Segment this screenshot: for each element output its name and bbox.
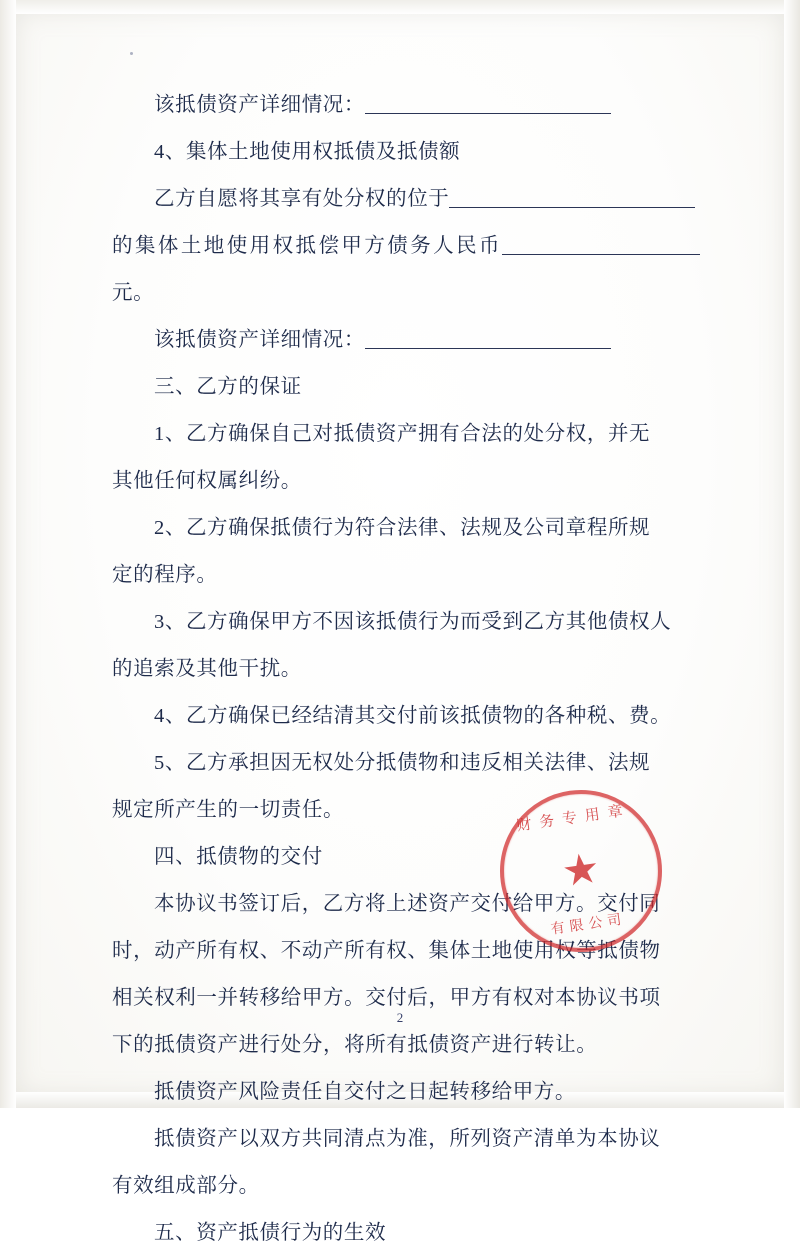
fill-in-blank[interactable] bbox=[502, 254, 700, 255]
paragraph-line bbox=[112, 129, 700, 176]
line-text: 其他任何权属纠纷。 bbox=[112, 470, 302, 492]
paragraph-line bbox=[112, 740, 700, 787]
paragraph-line bbox=[112, 1163, 700, 1210]
line-text: 定的程序。 bbox=[112, 564, 218, 586]
line-text: 2、乙方确保抵债行为符合法律、法规及公司章程所规 bbox=[154, 517, 651, 539]
paragraph-line bbox=[112, 787, 700, 834]
line-text: 五、资产抵债行为的生效 bbox=[154, 1222, 387, 1244]
ink-speck bbox=[130, 52, 133, 55]
line-text: 三、乙方的保证 bbox=[154, 376, 302, 398]
line-text: 乙方自愿将其享有处分权的位于 bbox=[154, 188, 450, 210]
paragraph-line bbox=[112, 411, 700, 458]
page-number: 2 bbox=[396, 1010, 404, 1025]
line-text: 3、乙方确保甲方不因该抵债行为而受到乙方其他债权人 bbox=[154, 611, 672, 633]
paragraph-line bbox=[112, 599, 700, 646]
paragraph-line bbox=[112, 458, 700, 505]
seal-bottom-text: 有限公司 bbox=[549, 912, 628, 938]
paragraph-line bbox=[112, 552, 700, 599]
line-text: 抵债资产风险责任自交付之日起转移给甲方。 bbox=[154, 1081, 576, 1103]
line-text: 5、乙方承担因无权处分抵债物和违反相关法律、法规 bbox=[154, 752, 651, 774]
paragraph-line bbox=[112, 176, 700, 223]
paragraph-line bbox=[112, 317, 700, 364]
fill-in-blank[interactable] bbox=[365, 348, 611, 349]
paragraph-line bbox=[112, 1022, 700, 1069]
line-text: 的集体土地使用权抵偿甲方债务人民币 bbox=[112, 235, 502, 257]
page-edge-top bbox=[0, 0, 800, 14]
paragraph-line bbox=[112, 928, 700, 975]
page-edge-right bbox=[784, 0, 800, 1108]
line-text: 相关权利一并转移给甲方。交付后，甲方有权对本协议书项 bbox=[112, 987, 661, 1009]
line-text: 4、集体土地使用权抵债及抵债额 bbox=[154, 141, 461, 163]
section-heading-five bbox=[112, 1210, 700, 1257]
line-text: 该抵债资产详细情况： bbox=[154, 94, 365, 116]
line-text: 该抵债资产详细情况： bbox=[154, 329, 365, 351]
line-text: 下的抵债资产进行处分，将所有抵债资产进行转让。 bbox=[112, 1034, 598, 1056]
line-text: 规定所产生的一切责任。 bbox=[112, 799, 345, 821]
line-text: 时，动产所有权、不动产所有权、集体土地使用权等抵债物 bbox=[112, 940, 661, 962]
line-text: 的追索及其他干扰。 bbox=[112, 658, 302, 680]
line-text: 4、乙方确保已经结清其交付前该抵债物的各种税、费。 bbox=[154, 705, 672, 727]
paragraph-line bbox=[112, 505, 700, 552]
paragraph-line bbox=[112, 693, 700, 740]
page-edge-left bbox=[0, 0, 16, 1108]
section-heading-three bbox=[112, 364, 700, 411]
line-text-tail: 元。 bbox=[112, 282, 155, 304]
paragraph-line bbox=[112, 1116, 700, 1163]
document-body bbox=[112, 82, 700, 1257]
paragraph-line bbox=[112, 1069, 700, 1116]
paragraph-line bbox=[112, 223, 700, 317]
line-text: 1、乙方确保自己对抵债资产拥有合法的处分权，并无 bbox=[154, 423, 651, 445]
paragraph-line bbox=[112, 82, 700, 129]
paragraph-line bbox=[112, 646, 700, 693]
line-text: 抵债资产以双方共同清点为准，所列资产清单为本协议 bbox=[154, 1128, 661, 1150]
line-text: 四、抵债物的交付 bbox=[154, 846, 323, 868]
fill-in-blank[interactable] bbox=[365, 113, 611, 114]
paragraph-line bbox=[112, 881, 700, 928]
line-text: 本协议书签订后，乙方将上述资产交付给甲方。交付同 bbox=[154, 893, 661, 915]
fill-in-blank[interactable] bbox=[449, 207, 695, 208]
seal-star-icon: ★ bbox=[559, 845, 603, 897]
section-heading-four bbox=[112, 834, 700, 881]
line-text: 有效组成部分。 bbox=[112, 1175, 260, 1197]
seal-top-text: 财务专用章 bbox=[515, 802, 632, 835]
